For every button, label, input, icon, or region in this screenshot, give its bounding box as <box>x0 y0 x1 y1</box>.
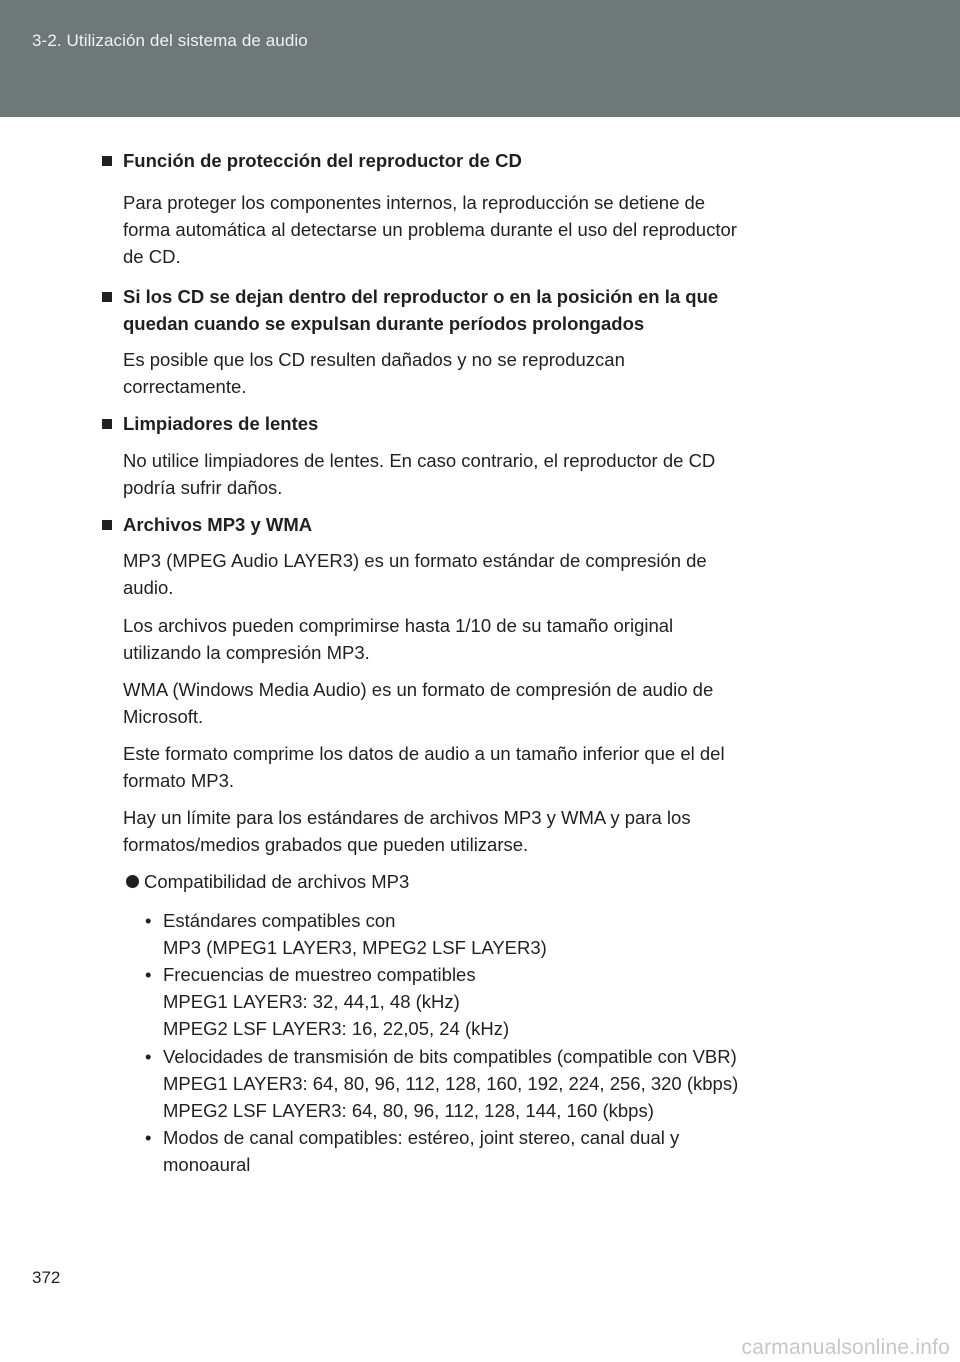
spec-line: Velocidades de transmisión de bits compatibles (compatible con VBR) <box>163 1046 737 1067</box>
paragraph-line: utilizando la compresión MP3. <box>123 642 370 663</box>
heading-cd-left-line: quedan cuando se expulsan durante períodos prolongados <box>123 313 645 334</box>
square-bullet-icon <box>102 156 112 166</box>
paragraph-line: Hay un límite para los estándares de archivos MP3 y WMA y para los <box>123 807 691 828</box>
square-bullet-icon <box>102 419 112 429</box>
subheading-mp3-compat: Compatibilidad de archivos MP3 <box>144 871 410 892</box>
circle-bullet-icon <box>126 875 139 888</box>
paragraph-line: podría sufrir daños. <box>123 477 283 498</box>
spec-line: MPEG1 LAYER3: 64, 80, 96, 112, 128, 160, 192, 224, 256, 320 (kbps) <box>163 1073 739 1094</box>
list-bullet: • <box>145 910 152 931</box>
list-bullet: • <box>145 964 152 985</box>
paragraph-line: WMA (Windows Media Audio) es un formato de compresión de audio de <box>123 679 714 700</box>
heading-lens-cleaners: Limpiadores de lentes <box>123 413 319 434</box>
paragraph-line: correctamente. <box>123 376 247 397</box>
spec-line: Frecuencias de muestreo compatibles <box>163 964 476 985</box>
heading-cd-left-line: Si los CD se dejan dentro del reproductor o en la posición en la que <box>123 286 719 307</box>
page-header-band <box>0 0 960 117</box>
section-title: 3-2. Utilización del sistema de audio <box>32 31 308 50</box>
watermark: carmanualsonline.info <box>741 1336 950 1359</box>
heading-mp3-wma: Archivos MP3 y WMA <box>123 514 313 535</box>
list-bullet: • <box>145 1046 152 1067</box>
heading-cd-protection: Función de protección del reproductor de CD <box>123 150 522 171</box>
page-number: 372 <box>32 1268 61 1287</box>
paragraph-line: Este formato comprime los datos de audio a un tamaño inferior que el del <box>123 743 725 764</box>
paragraph-line: formato MP3. <box>123 770 235 791</box>
paragraph-line: Para proteger los componentes internos, la reproducción se detiene de <box>123 192 706 213</box>
square-bullet-icon <box>102 520 112 530</box>
spec-line: monoaural <box>163 1154 251 1175</box>
paragraph-line: Los archivos pueden comprimirse hasta 1/10 de su tamaño original <box>123 615 674 636</box>
square-bullet-icon <box>102 292 112 302</box>
paragraph-line: de CD. <box>123 246 181 267</box>
list-bullet: • <box>145 1127 152 1148</box>
paragraph-line: Microsoft. <box>123 706 204 727</box>
paragraph-line: MP3 (MPEG Audio LAYER3) es un formato estándar de compresión de <box>123 550 707 571</box>
paragraph-line: Es posible que los CD resulten dañados y no se reproduzcan <box>123 349 625 370</box>
spec-line: Modos de canal compatibles: estéreo, joint stereo, canal dual y <box>163 1127 680 1148</box>
spec-line: MPEG2 LSF LAYER3: 64, 80, 96, 112, 128, 144, 160 (kbps) <box>163 1100 654 1121</box>
paragraph-line: forma automática al detectarse un problema durante el uso del reproductor <box>123 219 737 240</box>
spec-line: MPEG2 LSF LAYER3: 16, 22,05, 24 (kHz) <box>163 1018 510 1039</box>
paragraph-line: formatos/medios grabados que pueden utilizarse. <box>123 834 529 855</box>
spec-line: MP3 (MPEG1 LAYER3, MPEG2 LSF LAYER3) <box>163 937 547 958</box>
spec-line: MPEG1 LAYER3: 32, 44,1, 48 (kHz) <box>163 991 460 1012</box>
spec-line: Estándares compatibles con <box>163 910 396 931</box>
paragraph-line: No utilice limpiadores de lentes. En caso contrario, el reproductor de CD <box>123 450 716 471</box>
paragraph-line: audio. <box>123 577 174 598</box>
